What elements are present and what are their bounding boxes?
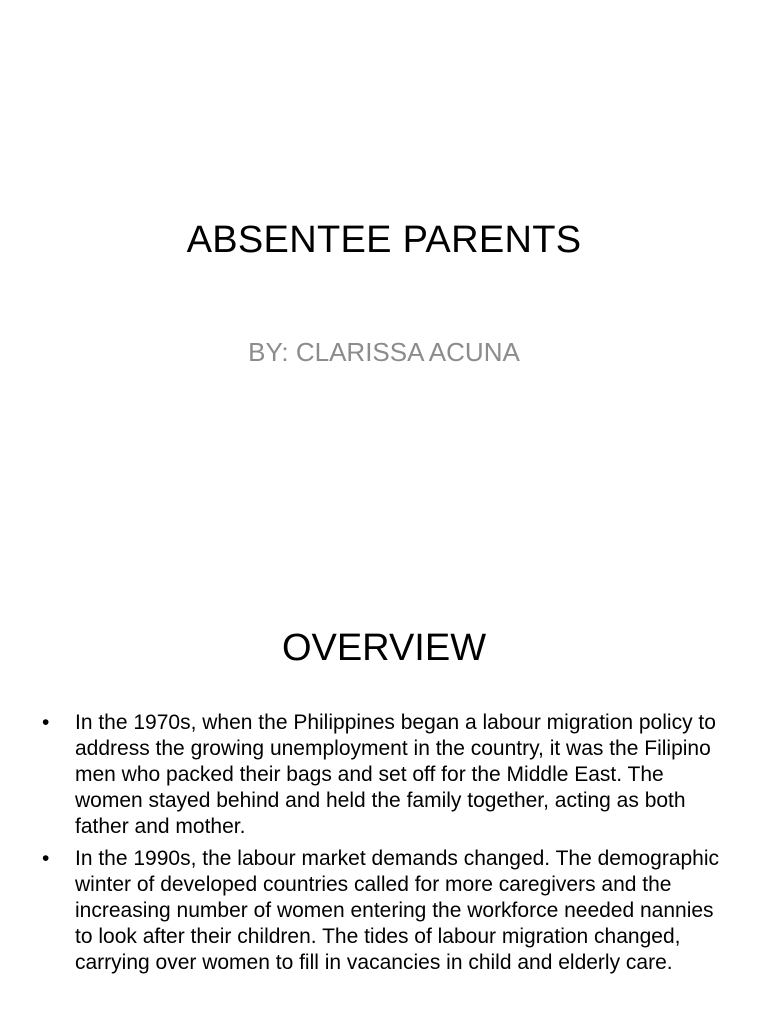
presentation-title: ABSENTEE PARENTS <box>186 219 582 261</box>
bullet-icon: • <box>42 711 50 734</box>
bullet-text: In the 1970s, when the Philippines began a labour migration policy to address the growing unemployment in the country, it was the Filipino men who packed their bags and set off for the Middle East. The women stayed behind and held the family together, acting as both father and mother. <box>75 711 716 838</box>
overview-slide <box>0 576 768 1024</box>
bullet-item <box>40 710 730 840</box>
author-subtitle: BY: CLARISSA ACUNA <box>248 337 520 367</box>
bullet-list <box>40 710 730 982</box>
bullet-icon: • <box>42 847 50 870</box>
bullet-text: In the 1990s, the labour market demands changed. The demographic winter of developed countries called for more caregivers and the increasing number of women entering the workforce needed nannies to look after their children. The tides of labour migration changed, carrying over women to fill in vacancies in child and elderly care. <box>75 847 720 974</box>
overview-heading: OVERVIEW <box>281 627 487 669</box>
bullet-item <box>40 846 730 976</box>
